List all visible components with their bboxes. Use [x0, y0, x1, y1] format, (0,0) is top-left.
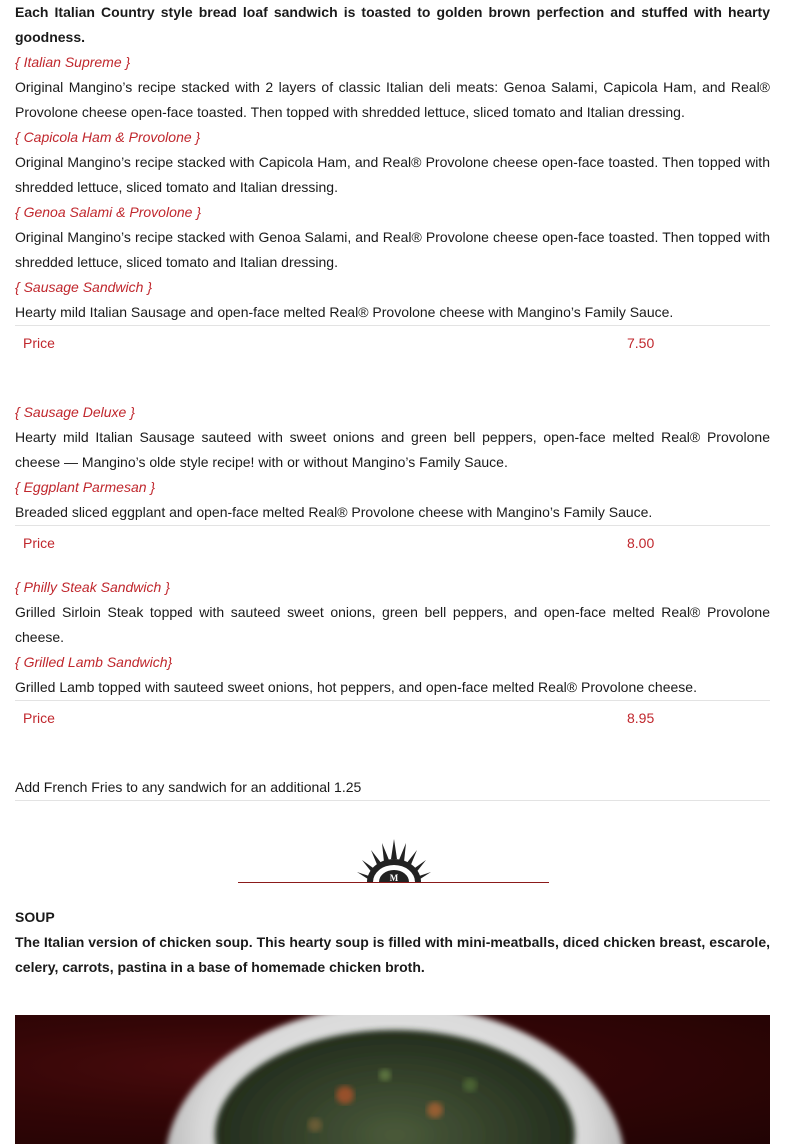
soup-description: The Italian version of chicken soup. This hearty soup is filled with mini-meatballs, diced chicken breast, escarole, celery, carrots, pastina in a base of homemade chicken broth. — [15, 934, 770, 975]
price-label: Price — [23, 710, 55, 726]
item-title-capicola-ham: { Capicola Ham & Provolone } — [15, 129, 201, 145]
logo-rule — [238, 882, 549, 883]
price-value: 8.00 — [627, 535, 655, 551]
item-desc-grilled-lamb: Grilled Lamb topped with sauteed sweet onions, hot peppers, and open-face melted Real® Provolone cheese. — [15, 679, 697, 695]
price-label: Price — [23, 535, 55, 551]
item-title-grilled-lamb: { Grilled Lamb Sandwich} — [15, 654, 173, 670]
menu-content — [15, 0, 770, 980]
soup-bowl-photo — [15, 1015, 770, 1144]
sunburst-logo-icon — [349, 839, 439, 883]
item-desc-philly-steak: Grilled Sirloin Steak topped with sauteed sweet onions, green bell peppers, and open-face melted Real® Provolone cheese. — [15, 604, 770, 645]
item-title-sausage-deluxe: { Sausage Deluxe } — [15, 404, 135, 420]
price-label: Price — [23, 335, 55, 351]
logo-divider — [15, 801, 770, 893]
item-title-eggplant-parmesan: { Eggplant Parmesan } — [15, 479, 156, 495]
price-value: 8.95 — [627, 710, 655, 726]
soup-bowl-illustration — [15, 1015, 770, 1144]
item-title-sausage-sandwich: { Sausage Sandwich } — [15, 279, 152, 295]
item-title-philly-steak: { Philly Steak Sandwich } — [15, 579, 170, 595]
soup-heading: SOUP — [15, 909, 55, 925]
soup-section — [15, 893, 770, 980]
price-value: 7.50 — [627, 335, 655, 351]
item-desc-sausage-deluxe: Hearty mild Italian Sausage sauteed with sweet onions and green bell peppers, open-face melted Real® Provolone cheese — Mangino’s olde style recipe! with or without Mangino’s Family Sauce. — [15, 429, 770, 470]
svg-text:M: M — [389, 873, 399, 883]
menu-group-3 — [15, 575, 770, 731]
french-fries-addon: Add French Fries to any sandwich for an additional 1.25 — [15, 779, 362, 795]
item-title-genoa-salami: { Genoa Salami & Provolone } — [15, 204, 202, 220]
item-desc-sausage-sandwich: Hearty mild Italian Sausage and open-face melted Real® Provolone cheese with Mangino’s Family Sauce. — [15, 304, 674, 320]
item-desc-capicola-ham: Original Mangino’s recipe stacked with Capicola Ham, and Real® Provolone cheese open-face toasted. Then topped with shredded lettuce, sliced tomato and Italian dressing. — [15, 154, 770, 195]
item-desc-italian-supreme: Original Mangino’s recipe stacked with 2 layers of classic Italian deli meats: Genoa Salami, Capicola Ham, and Real® Provolone cheese open-face toasted. Then topped with shredded lettuce, sliced tomato and Italian dressing. — [15, 79, 770, 120]
item-title-italian-supreme: { Italian Supreme } — [15, 54, 131, 70]
price-row-group-2 — [15, 525, 770, 556]
item-desc-eggplant-parmesan: Breaded sliced eggplant and open-face melted Real® Provolone cheese with Mangino’s Family Sauce. — [15, 504, 653, 520]
price-row-group-1 — [15, 325, 770, 356]
menu-group-1 — [15, 50, 770, 356]
sandwich-intro: Each Italian Country style bread loaf sandwich is toasted to golden brown perfection and stuffed with hearty goodness. — [15, 4, 770, 45]
price-row-group-3 — [15, 700, 770, 731]
menu-group-2 — [15, 400, 770, 556]
item-desc-genoa-salami: Original Mangino’s recipe stacked with Genoa Salami, and Real® Provolone cheese open-face toasted. Then topped with shredded lettuce, sliced tomato and Italian dressing. — [15, 229, 770, 270]
